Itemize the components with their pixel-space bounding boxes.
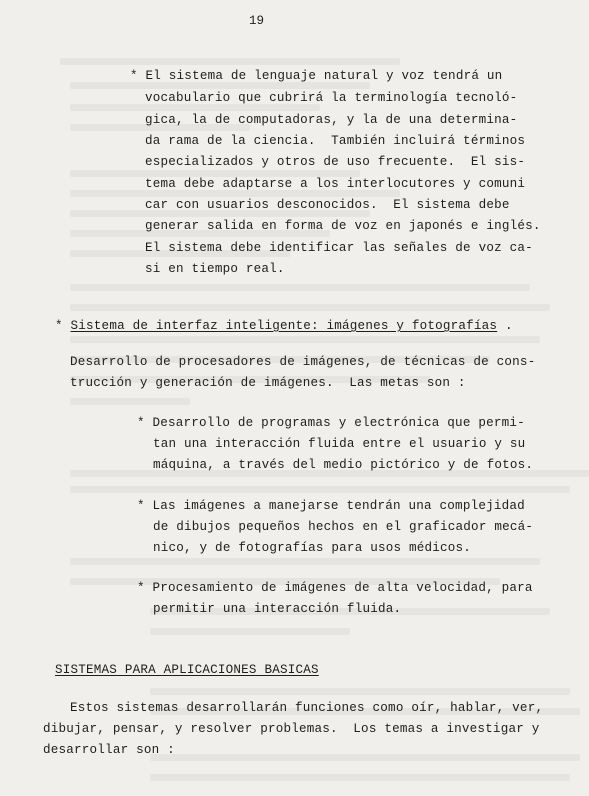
goal-line: nico, y de fotografías para usos médicos.: [153, 541, 472, 555]
text-line: car con usuarios desconocidos. El sistema debe: [145, 198, 510, 212]
goal-line: permitir una interacción fluida.: [153, 602, 402, 616]
heading-bullet: *: [55, 319, 63, 333]
text-line: especializados y otros de uso frecuente. El sis-: [145, 155, 526, 169]
goal-line: máquina, a través del medio pictórico y de fotos.: [153, 458, 534, 472]
paragraph-line: dibujar, pensar, y resolver problemas. Los temas a investigar y: [43, 722, 540, 736]
text-line: generar salida en forma de voz en japonés e inglés.: [145, 219, 541, 233]
page-number: 19: [249, 14, 265, 28]
basic-applications-heading: SISTEMAS PARA APLICACIONES BASICAS: [55, 663, 319, 677]
goal-line: * Las imágenes a manejarse tendrán una complejidad: [137, 499, 525, 513]
goal-line: tan una interacción fluida entre el usuario y su: [153, 437, 526, 451]
paragraph-line: Estos sistemas desarrollarán funciones como oír, hablar, ver,: [70, 701, 544, 715]
goal-line: * Desarrollo de programas y electrónica que permi-: [137, 416, 525, 430]
text-line: * El sistema de lenguaje natural y voz tendrá un: [130, 69, 503, 83]
intro-line: trucción y generación de imágenes. Las metas son :: [70, 376, 466, 390]
text-line: gica, la de computadoras, y la de una determina-: [145, 113, 518, 127]
text-line: si en tiempo real.: [145, 262, 285, 276]
goal-line: de dibujos pequeños hechos en el graficador mecá-: [153, 520, 534, 534]
text-line: El sistema debe identificar las señales de voz ca-: [145, 241, 533, 255]
text-line: vocabulario que cubrirá la terminología tecnoló-: [145, 91, 518, 105]
heading-period: .: [504, 319, 513, 333]
section-heading: [55, 318, 513, 334]
text-line: tema debe adaptarse a los interlocutores y comuni: [145, 177, 526, 191]
text-line: da rama de la ciencia. También incluirá términos: [145, 134, 526, 148]
paragraph-line: desarrollar son :: [43, 743, 175, 757]
intro-line: Desarrollo de procesadores de imágenes, de técnicas de cons-: [70, 355, 536, 369]
heading-text: Sistema de interfaz inteligente: imágenes y fotografías: [70, 319, 498, 333]
goal-line: * Procesamiento de imágenes de alta velocidad, para: [137, 581, 533, 595]
